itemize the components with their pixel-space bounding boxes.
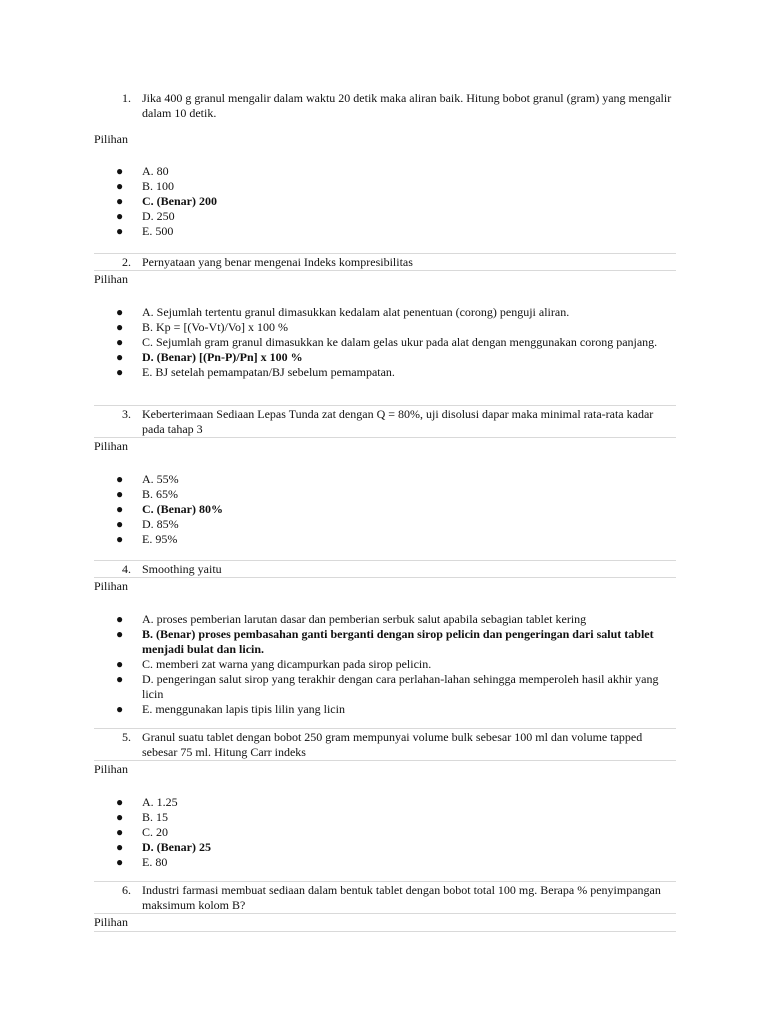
question-1-header [94, 91, 676, 121]
option-c: ● C. 20 [116, 825, 169, 839]
option-b: ● B. Kp = [(Vo-Vt)/Vo] x 100 % [116, 320, 288, 334]
bullet-icon: ● [116, 532, 124, 546]
question-text: Keberterimaan Sediaan Lepas Tunda zat dengan Q = 80%, uji disolusi dapar maka minimal rata-rata kadar pada tahap 3 [142, 407, 654, 436]
option-a: ● A. 80 [116, 164, 169, 178]
question-1 [94, 91, 676, 239]
question-number: 5. [122, 730, 131, 744]
bullet-icon: ● [116, 627, 124, 641]
bullet-icon: ● [116, 672, 124, 686]
pilihan-label: Pilihan [94, 915, 676, 932]
bullet-icon: ● [116, 224, 124, 238]
option-c: ● C. memberi zat warna yang dicampurkan pada sirop pelicin. [116, 657, 432, 671]
bullet-icon: ● [116, 487, 124, 501]
bullet-icon: ● [116, 320, 124, 334]
option-c: ● C. (Benar) 200 [116, 194, 217, 208]
bullet-icon: ● [116, 855, 124, 869]
bullet-icon: ● [116, 502, 124, 516]
bullet-icon: ● [116, 305, 124, 319]
question-text: Granul suatu tablet dengan bobot 250 gram mempunyai volume bulk sebesar 100 ml dan volume tapped sebesar 75 ml. Hitung Carr indeks [142, 730, 643, 759]
question-number: 4. [122, 562, 131, 576]
bullet-icon: ● [116, 335, 124, 349]
option-c: ● C. (Benar) 80% [116, 502, 223, 516]
question-text: Jika 400 g granul mengalir dalam waktu 20 detik maka aliran baik. Hitung bobot granul (gram) yang mengalir dalam 10 detik. [142, 91, 672, 120]
bullet-icon: ● [116, 209, 124, 223]
option-a: ● A. Sejumlah tertentu granul dimasukkan kedalam alat penentuan (corong) penguji aliran. [116, 305, 570, 319]
bullet-icon: ● [116, 840, 124, 854]
option-b: ● B. 100 [116, 179, 175, 193]
bullet-icon: ● [116, 825, 124, 839]
bullet-icon: ● [116, 472, 124, 486]
option-a: ● A. proses pemberian larutan dasar dan pemberian serbuk salut apabila sebagian tablet kering [116, 612, 587, 626]
options-list [94, 472, 676, 547]
question-number: 1. [122, 91, 131, 105]
question-2-header [94, 253, 676, 271]
option-c: ● C. Sejumlah gram granul dimasukkan ke dalam gelas ukur pada alat dengan menggunakan corong panjang. [116, 335, 658, 349]
question-text: Smoothing yaitu [142, 562, 222, 576]
option-e: ● E. menggunakan lapis tipis lilin yang licin [116, 702, 345, 716]
question-4 [94, 560, 676, 717]
question-3 [94, 405, 676, 547]
option-e: ● E. 95% [116, 532, 178, 546]
option-e: ● E. BJ setelah pemampatan/BJ sebelum pemampatan. [116, 365, 395, 379]
bullet-icon: ● [116, 795, 124, 809]
bullet-icon: ● [116, 194, 124, 208]
option-b: ● B. 65% [116, 487, 178, 501]
pilihan-label: Pilihan [94, 762, 129, 776]
option-d: ● D. pengeringan salut sirop yang terakhir dengan cara perlahan-lahan sehingga memperoleh hasil akhir yang licin [116, 672, 659, 701]
pilihan-label: Pilihan [94, 132, 129, 146]
option-e: ● E. 500 [116, 224, 174, 238]
bullet-icon: ● [116, 810, 124, 824]
question-5-header [94, 728, 676, 761]
bullet-icon: ● [116, 517, 124, 531]
option-e: ● E. 80 [116, 855, 168, 869]
bullet-icon: ● [116, 350, 124, 364]
option-d: ● D. 85% [116, 517, 179, 531]
question-text: Industri farmasi membuat sediaan dalam bentuk tablet dengan bobot total 100 mg. Berapa % penyimpangan maksimum kolom B? [142, 883, 661, 912]
option-d: ● D. 250 [116, 209, 175, 223]
question-2 [94, 253, 676, 380]
pilihan-label: Pilihan [94, 439, 129, 453]
options-list [94, 305, 676, 380]
question-4-header [94, 560, 676, 578]
question-5 [94, 728, 676, 870]
question-number: 3. [122, 407, 131, 421]
question-6-header [94, 881, 676, 914]
question-3-header [94, 405, 676, 438]
bullet-icon: ● [116, 702, 124, 716]
bullet-icon: ● [116, 612, 124, 626]
question-number: 2. [122, 255, 131, 269]
options-list [94, 164, 676, 239]
bullet-icon: ● [116, 164, 124, 178]
bullet-icon: ● [116, 657, 124, 671]
option-d: ● D. (Benar) [(Pn-P)/Pn] x 100 % [116, 350, 303, 364]
question-number: 6. [122, 883, 131, 897]
pilihan-label: Pilihan [94, 272, 129, 286]
option-b: ● B. 15 [116, 810, 169, 824]
options-list [94, 612, 676, 717]
question-6 [94, 881, 676, 932]
option-a: ● A. 1.25 [116, 795, 178, 809]
option-d: ● D. (Benar) 25 [116, 840, 211, 854]
bullet-icon: ● [116, 365, 124, 379]
option-b: ● B. (Benar) proses pembasahan ganti berganti dengan sirop pelicin dan pengeringan dari salut tablet menjadi bulat dan licin. [116, 627, 654, 656]
question-text: Pernyataan yang benar mengenai Indeks kompresibilitas [142, 255, 413, 269]
bullet-icon: ● [116, 179, 124, 193]
pilihan-label: Pilihan [94, 579, 129, 593]
options-list [94, 795, 676, 870]
option-a: ● A. 55% [116, 472, 179, 486]
